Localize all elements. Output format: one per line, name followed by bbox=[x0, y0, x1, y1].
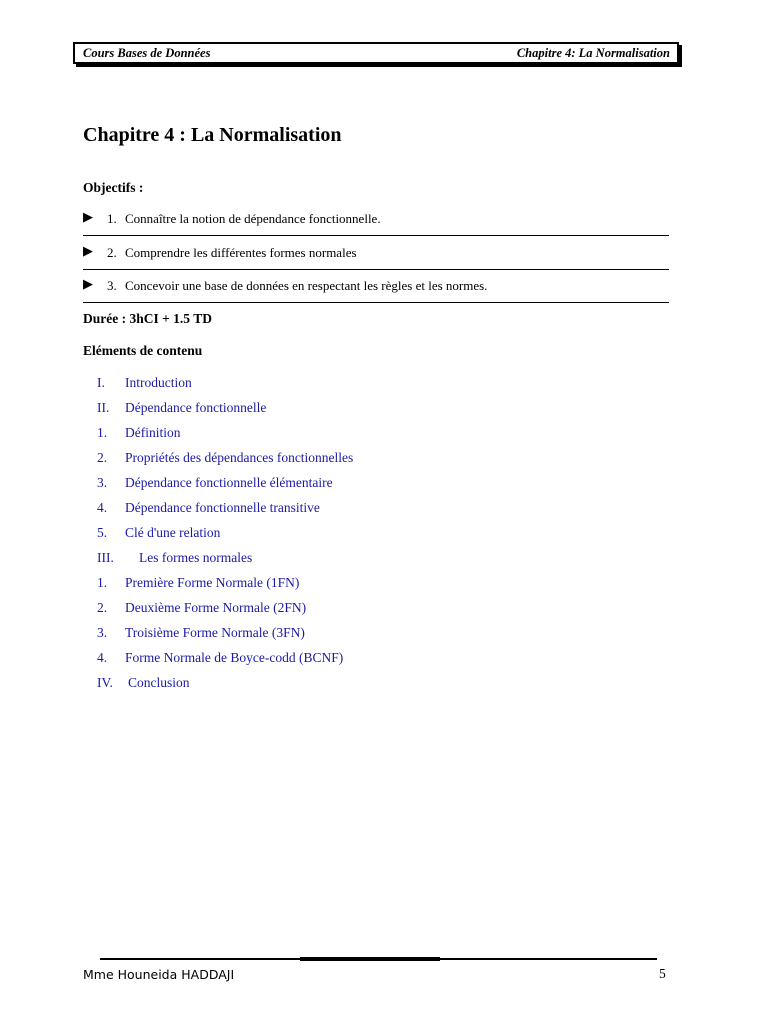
toc-link-dependance-fonctionnelle[interactable] bbox=[97, 400, 266, 416]
toc-number: II. bbox=[97, 400, 110, 415]
toc-text: Clé d'une relation bbox=[125, 525, 221, 540]
contents-label: Eléments de contenu bbox=[83, 343, 203, 358]
toc-link-1fn[interactable] bbox=[97, 575, 299, 591]
toc-link-3fn[interactable] bbox=[97, 625, 305, 641]
toc-link-cle-relation[interactable] bbox=[97, 525, 220, 541]
objective-item bbox=[83, 270, 669, 303]
toc-text: Définition bbox=[125, 425, 181, 440]
toc-number: 2. bbox=[97, 600, 108, 615]
toc-text: Forme Normale de Boyce-codd (BCNF) bbox=[125, 650, 344, 665]
toc-number: 2. bbox=[97, 450, 108, 465]
objective-text: Connaître la notion de dépendance fonctionnelle. bbox=[125, 211, 381, 226]
toc-number: 5. bbox=[97, 525, 108, 540]
toc-text: Propriétés des dépendances fonctionnelles bbox=[125, 450, 354, 465]
toc-number: III. bbox=[97, 550, 114, 565]
objectives-label: Objectifs : bbox=[83, 180, 144, 195]
toc-number: 1. bbox=[97, 575, 108, 590]
toc-text: Les formes normales bbox=[139, 550, 253, 565]
toc-link-2fn[interactable] bbox=[97, 600, 306, 616]
triangle-right-icon: ▶ bbox=[83, 243, 93, 258]
footer-divider-accent bbox=[300, 957, 440, 961]
duration: Durée : 3hCI + 1.5 TD bbox=[83, 311, 212, 326]
page-number: 5 bbox=[659, 966, 666, 981]
toc-number: 3. bbox=[97, 475, 108, 490]
toc-number: IV. bbox=[97, 675, 113, 690]
objective-number: 1. bbox=[107, 211, 117, 226]
header-chapter-title: Chapitre 4: La Normalisation bbox=[516, 45, 670, 60]
toc-number: 4. bbox=[97, 650, 108, 665]
chapter-title: Chapitre 4 : La Normalisation bbox=[83, 124, 342, 146]
toc-link-definition[interactable] bbox=[97, 425, 181, 441]
header-course-title: Cours Bases de Données bbox=[83, 45, 211, 60]
triangle-right-icon: ▶ bbox=[83, 276, 93, 291]
triangle-right-icon: ▶ bbox=[83, 209, 93, 224]
toc-link-conclusion[interactable] bbox=[97, 675, 190, 691]
toc-text: Dépendance fonctionnelle élémentaire bbox=[125, 475, 333, 490]
objective-text: Comprendre les différentes formes normales bbox=[125, 245, 357, 260]
toc-number: I. bbox=[97, 375, 105, 390]
running-header bbox=[73, 42, 679, 64]
toc-number: 1. bbox=[97, 425, 108, 440]
toc-link-introduction[interactable] bbox=[97, 375, 192, 391]
toc-text: Conclusion bbox=[128, 675, 190, 690]
toc-number: 4. bbox=[97, 500, 108, 515]
toc-link-formes-normales[interactable] bbox=[97, 550, 252, 566]
toc-text: Dépendance fonctionnelle transitive bbox=[125, 500, 320, 515]
toc-link-bcnf[interactable] bbox=[97, 650, 343, 666]
toc-text: Deuxième Forme Normale (2FN) bbox=[125, 600, 307, 615]
toc-number: 3. bbox=[97, 625, 108, 640]
toc-link-df-elementaire[interactable] bbox=[97, 475, 333, 491]
toc-link-proprietes[interactable] bbox=[97, 450, 353, 466]
objective-text: Concevoir une base de données en respectant les règles et les normes. bbox=[125, 278, 488, 293]
toc-text: Dépendance fonctionnelle bbox=[125, 400, 267, 415]
footer-author: Mme Houneida HADDAJI bbox=[83, 967, 235, 982]
toc-text: Première Forme Normale (1FN) bbox=[125, 575, 300, 590]
objective-item bbox=[83, 203, 669, 236]
toc-link-df-transitive[interactable] bbox=[97, 500, 320, 516]
objective-number: 3. bbox=[107, 278, 117, 293]
objective-item bbox=[83, 237, 669, 270]
objective-number: 2. bbox=[107, 245, 117, 260]
toc-text: Introduction bbox=[125, 375, 192, 390]
toc-text: Troisième Forme Normale (3FN) bbox=[125, 625, 305, 640]
